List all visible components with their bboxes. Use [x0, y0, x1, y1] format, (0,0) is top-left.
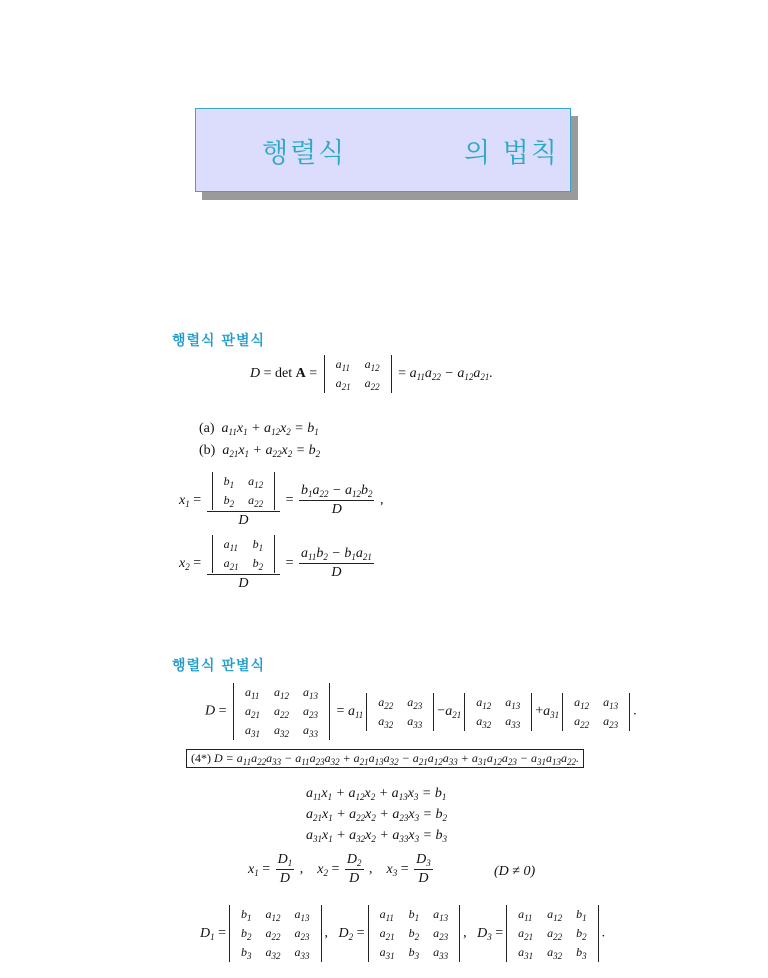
- linear-system: $a_{11}x_1 + a_{12}x_2 + a_{13}x_3 = b_1$ $a_{21}x_1 + a_{22}x_2 + a_{23}x_3 = b_2$ $a_{31}x_1 + a_{32}x_2 + a_{33}x_3 = b_3$: [306, 786, 448, 844]
- title-right: 의 법칙: [464, 138, 559, 169]
- equation-a: (a) $a_{11}x_1 + a_{12}x_2 = b_1$: [199, 421, 319, 437]
- equation-b: (b) $a_{21}x_1 + a_{22}x_2 = b_2$: [199, 443, 321, 459]
- boxed-formula: (4*) $D = a_{11}a_{22}a_{33} - a_{11}a_{23}a_{32} + a_{21}a_{13}a_{32} - a_{21}a_{12}a_{33} + a_{31}a_{12}a_{23} - a_{31}a_{13}a_{22}$.: [186, 749, 584, 768]
- det2-definition: D = det A = $a_{11}$ $a_{12}$ $a_{21}$ $a_{22}$ = $a_{11}a_{22} - a_{12}a_{21}$.: [250, 357, 493, 392]
- title-left: 행렬식: [262, 138, 347, 169]
- section1-heading: 행렬식 판별식: [172, 333, 266, 349]
- cramer-solution: $x_1$ = $\frac{D_1}{D}$ , $x_2$ = $\frac{D_2}{D}$ , $x_3$ = $\frac{D_3}{D}$: [248, 852, 431, 886]
- x1-cramer: $x_1$ = $b_1$ $a_{12}$ $b_2$ $a_{22}$ D = $\frac{b_1a_{22} - a_{12}b_2}{D}$ ,: [179, 474, 384, 528]
- x2-cramer: $x_2$ = $a_{11}$ $b_1$ $a_{21}$ $b_2$ D = $\frac{a_{11}b_2 - b_1a_{21}}{D}$: [179, 537, 372, 591]
- D-matrices: $D_1$ = $b_1$ $a_{12}$ $a_{13}$ $b_2$ $a_{22}$ $a_{23}$ $b_3$ $a_{32}$ $a_{33}$ , $D_2$ = $a_{11}$ $b_1$ $a_{13}$ $a_{21}$ $b_2$ $a_{23}$ $a_{31}$ $b_3$ $a_{33}$ , $D_3$ = $a_{11}$ $a_{12}$ $b_1$ $a_{21}$ $a_{22}$ $b_2$ $a_{31}$ $a_{32}$ $b_3$ .: [200, 907, 606, 961]
- det3-expansion: D = $a_{11}$ $a_{12}$ $a_{13}$ $a_{21}$ $a_{22}$ $a_{23}$ $a_{31}$ $a_{32}$ $a_{33}$ = $a_{11}$ $a_{22}$ $a_{23}$ $a_{32}$ $a_{33}$ $-a_{21}$ $a_{12}$ $a_{13}$ $a_{32}$ $a_{33}$ $+a_{31}$ $a_{12}$ $a_{13}$ $a_{22}$ $a_{23}$ .: [205, 685, 637, 739]
- cramer-note: (D ≠ 0): [494, 864, 536, 879]
- det2-matrix: $a_{11}$ $a_{12}$ $a_{21}$ $a_{22}$: [324, 355, 392, 393]
- section2-heading: 행렬식 판별식: [172, 658, 266, 674]
- title-box: [195, 108, 571, 192]
